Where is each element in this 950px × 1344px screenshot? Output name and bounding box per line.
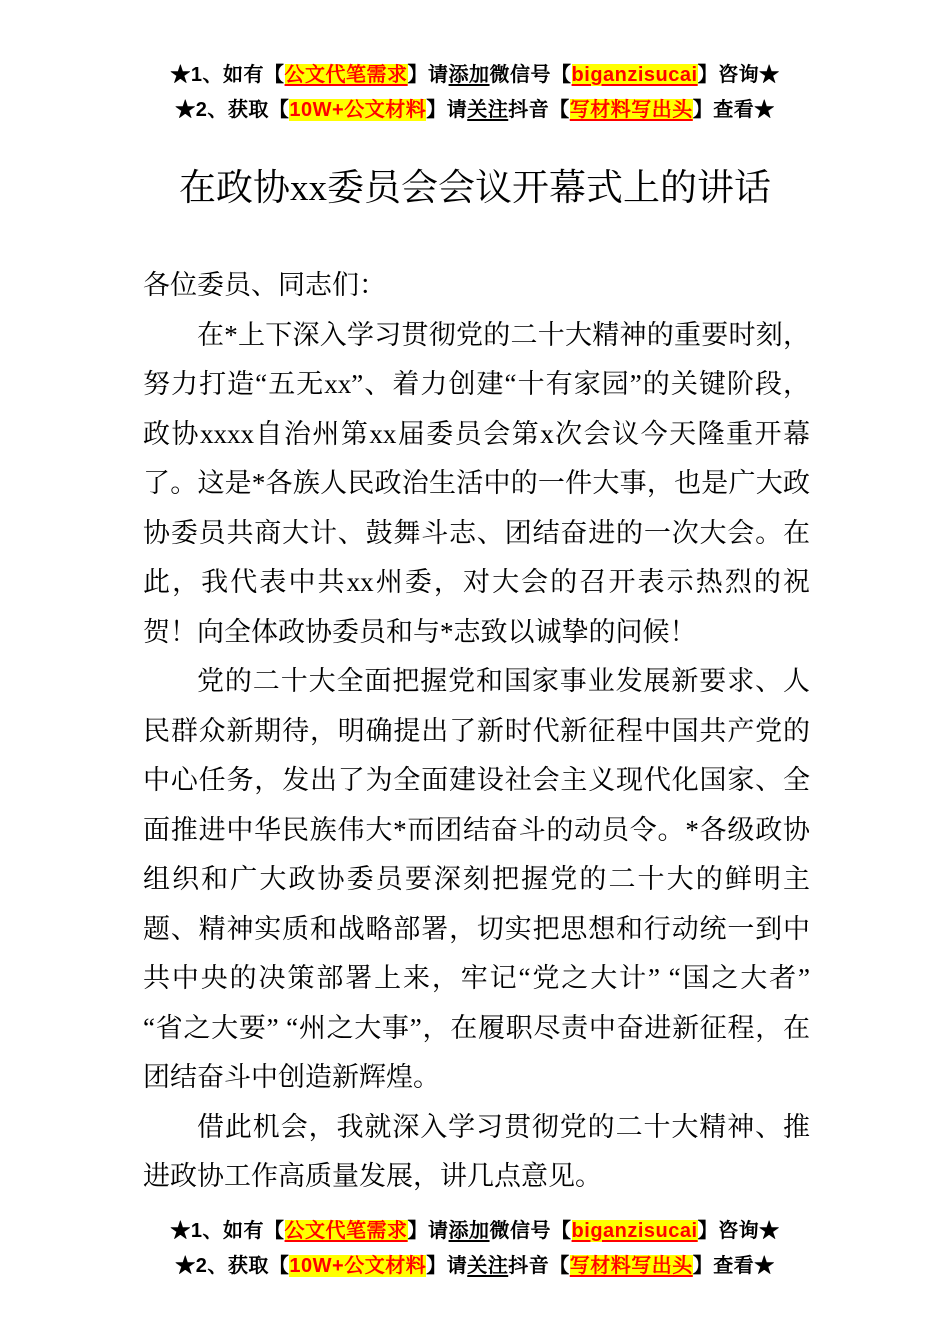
ad-text-segment: 】请 [426, 1254, 468, 1277]
paragraph: 借此机会，我就深入学习贯彻党的二十大精神、推进政协工作高质量发展，讲几点意见。 [143, 1111, 810, 1191]
ad-text-segment: 抖音【 [508, 1254, 570, 1277]
materials-highlight: 10W+公文材料 [289, 99, 427, 121]
ad-text-segment: 微信号【 [489, 1219, 572, 1242]
wechat-id-highlight: biganzisucai [571, 64, 698, 86]
ad-text-segment: 】请 [407, 64, 449, 86]
ad-text-segment: ★1、如有【 [170, 64, 285, 86]
paragraph-greeting: 各位委员、同志们： [143, 270, 386, 300]
document-body [0, 261, 950, 1202]
ad-text-segment: 】查看★ [692, 1254, 775, 1277]
douyin-id-highlight: 写材料写出头 [569, 99, 693, 121]
add-action-underlined: 添加 [448, 1219, 490, 1242]
ad-text-segment: 】请 [407, 1219, 449, 1242]
writing-service-highlight: 公文代笔需求 [284, 1219, 408, 1242]
ad-text-segment: 】请 [426, 99, 468, 121]
ad-text-segment: 微信号【 [489, 64, 572, 86]
header-ad-line-1 [0, 58, 950, 93]
follow-action-underlined: 关注 [467, 1254, 509, 1277]
douyin-id-highlight: 写材料写出头 [569, 1254, 693, 1277]
wechat-id-highlight: biganzisucai [571, 1219, 698, 1242]
add-action-underlined: 添加 [448, 64, 490, 86]
footer-ad-line-1 [0, 1214, 950, 1249]
header-ad-line-2 [0, 93, 950, 128]
ad-text-segment: ★2、获取【 [175, 99, 290, 121]
materials-highlight: 10W+公文材料 [289, 1254, 427, 1277]
ad-text-segment: 】咨询★ [697, 64, 780, 86]
ad-text-segment: 】咨询★ [697, 1219, 780, 1242]
writing-service-highlight: 公文代笔需求 [284, 64, 408, 86]
follow-action-underlined: 关注 [467, 99, 509, 121]
header-ad [0, 58, 950, 128]
ad-text-segment: 抖音【 [508, 99, 570, 121]
paragraph: 在*上下深入学习贯彻党的二十大精神的重要时刻，努力打造“五无xx”、着力创建“十有家园”的关键阶段，政协xxxx自治州第xx届委员会第x次会议今天隆重开幕了。这是*各族人民政治生活中的一件大事，也是广大政协委员共商大计、鼓舞斗志、团结奋进的一次大会。在此，我代表中共xx州委，对大会的召开表示热烈的祝贺！向全体政协委员和与*志致以诚挚的问候！ [143, 319, 810, 647]
ad-text-segment: 】查看★ [692, 99, 775, 121]
ad-text-segment: ★2、获取【 [175, 1254, 290, 1277]
ad-text-segment: ★1、如有【 [170, 1219, 285, 1242]
document-title: 在政协xx委员会会议开幕式上的讲话 [179, 168, 771, 209]
paragraph: 党的二十大全面把握党和国家事业发展新要求、人民群众新期待，明确提出了新时代新征程中国共产党的中心任务，发出了为全面建设社会主义现代化国家、全面推进中华民族伟大*而团结奋斗的动员令。*各级政协组织和广大政协委员要深刻把握党的二十大的鲜明主题、精神实质和战略部署，切实把思想和行动统一到中共中央的决策部署上来，牢记“党之大计” “国之大者” “省之大要” “州之大事”，在履职尽责中奋进新征程，在团结奋斗中创造新辉煌。 [143, 666, 810, 1092]
footer-ad-line-2 [0, 1249, 950, 1284]
footer-ad [0, 1214, 950, 1284]
